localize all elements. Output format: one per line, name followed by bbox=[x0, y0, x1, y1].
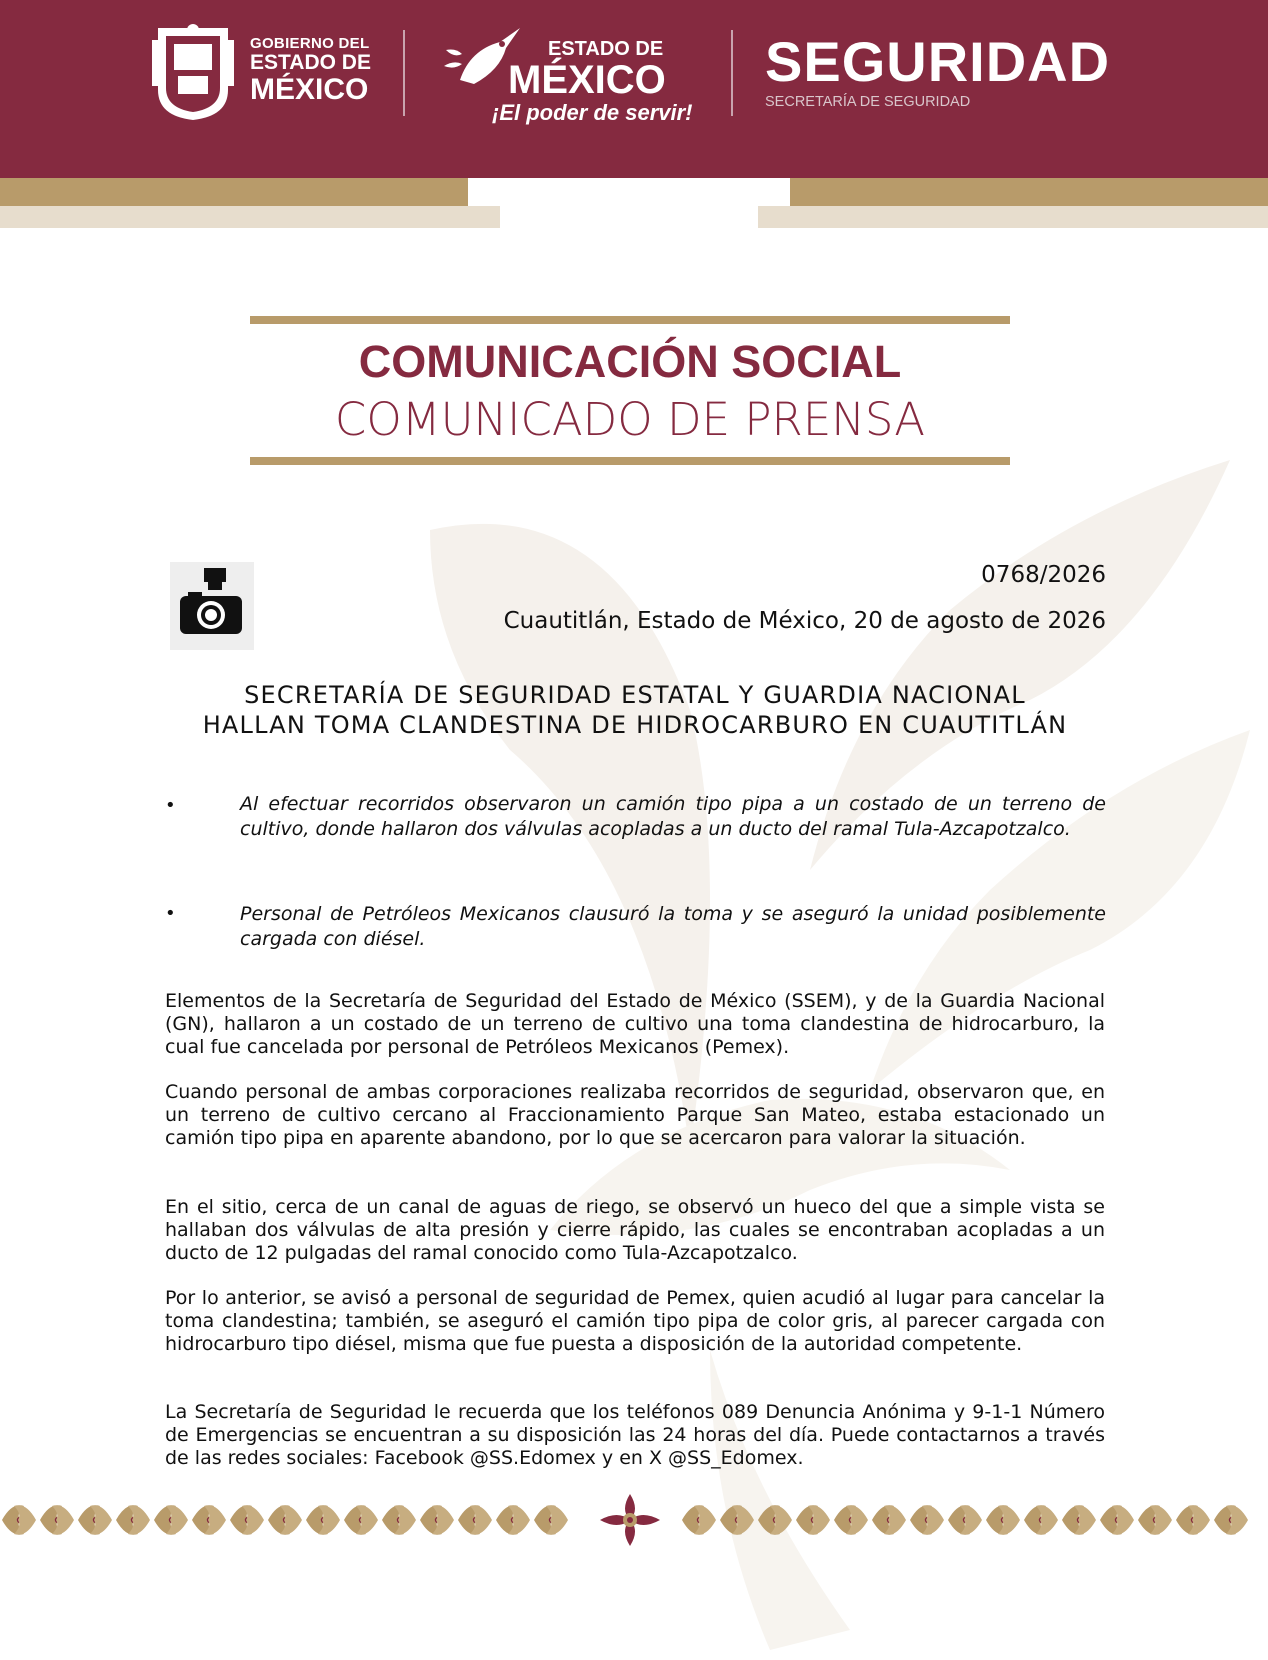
state-coat-of-arms-icon bbox=[148, 20, 238, 122]
body-paragraph: En el sitio, cerca de un canal de aguas de riego, se observó un hueco del que a simple vista se hallaban dos válvulas de alta presión y cierre rápido, las cuales se encontraban acopladas a un ducto de 12 pulgadas del ramal conocido como Tula-Azcapotzalco. bbox=[165, 1196, 1105, 1264]
banner-rule-top bbox=[250, 316, 1010, 324]
body-paragraph: Elementos de la Secretaría de Seguridad del Estado de México (SSEM), y de la Guardia Nacional (GN), hallaron a un costado de un terreno de cultivo una toma clandestina de hidrocarburo, la cual fue cancelada por personal de Petróleos Mexicanos (Pemex). bbox=[165, 990, 1105, 1058]
bullet-text: Al efectuar recorridos observaron un camión tipo pipa a un costado de un terreno de cultivo, donde hallaron dos válvulas acopladas a un ducto del ramal Tula-Azcapotzalco. bbox=[240, 793, 1106, 840]
gobierno-wordmark bbox=[250, 36, 371, 105]
seguridad-subtitle: SECRETARÍA DE SEGURIDAD bbox=[765, 94, 971, 110]
body-paragraph: La Secretaría de Seguridad le recuerda que los teléfonos 089 Denuncia Anónima y 9-1-1 Número de Emergencias se encuentran a su disposición las 24 horas del día. Puede contactarnos a través de las redes sociales: Facebook @SS.Edomex y en X @SS_Edomex. bbox=[165, 1401, 1105, 1469]
header-stripe-beige-left bbox=[0, 206, 500, 228]
document-number: 0768/2026 bbox=[981, 562, 1106, 588]
body-paragraph: Por lo anterior, se avisó a personal de seguridad de Pemex, quien acudió al lugar para cancelar la toma clandestina; también, se aseguró el camión tipo pipa de color gris, al parecer cargada con hidrocarburo tipo diésel, misma que fue puesta a disposición de la autoridad competente. bbox=[165, 1287, 1105, 1355]
seguridad-title: SEGURIDAD bbox=[765, 30, 1111, 93]
camera-icon-box bbox=[170, 562, 254, 650]
banner-title: COMUNICACIÓN SOCIAL bbox=[358, 336, 902, 387]
seguridad-wordmark bbox=[765, 30, 1111, 110]
decorative-border-icon bbox=[0, 1492, 1268, 1548]
camera-icon bbox=[170, 562, 254, 650]
edo-slogan: ¡El poder de servir! bbox=[492, 100, 693, 125]
bullet-marker: • bbox=[165, 903, 176, 924]
header-divider bbox=[731, 30, 733, 116]
header-divider bbox=[403, 30, 405, 116]
headline-line-2: HALLAN TOMA CLANDESTINA DE HIDROCARBURO EN CUAUTITLÁN bbox=[202, 711, 1068, 739]
bullet-marker: • bbox=[165, 795, 176, 816]
banner-rule-bottom bbox=[250, 457, 1010, 465]
header-stripe-beige-right bbox=[758, 206, 1268, 228]
bullet-text: Personal de Petróleos Mexicanos clausuró la toma y se aseguró la unidad posiblemente cargada con diésel. bbox=[240, 903, 1106, 950]
edo-line-2: MÉXICO bbox=[508, 58, 666, 102]
header-stripe-gold-right bbox=[790, 178, 1268, 206]
banner-subtitle: COMUNICADO DE PRENSA bbox=[334, 393, 926, 446]
body-paragraph: Cuando personal de ambas corporaciones realizaba recorridos de seguridad, observaron que, en un terreno de cultivo cercano al Fraccionamiento Parque San Mateo, estaba estacionado un camión tipo pipa en aparente abandono, por lo que se acercaron para valorar la situación. bbox=[165, 1081, 1105, 1149]
gob-line-3: MÉXICO bbox=[250, 72, 369, 106]
gob-line-1: GOBIERNO DEL bbox=[250, 35, 370, 52]
header-stripe-gold-left bbox=[0, 178, 468, 206]
headline bbox=[160, 680, 1110, 740]
edo-line-1: ESTADO DE bbox=[548, 38, 664, 60]
headline-line-1: SECRETARÍA DE SEGURIDAD ESTATAL Y GUARDIA NACIONAL bbox=[244, 681, 1026, 709]
gob-line-2: ESTADO DE bbox=[250, 50, 371, 74]
place-date: Cuautitlán, Estado de México, 20 de agosto de 2026 bbox=[503, 608, 1106, 634]
